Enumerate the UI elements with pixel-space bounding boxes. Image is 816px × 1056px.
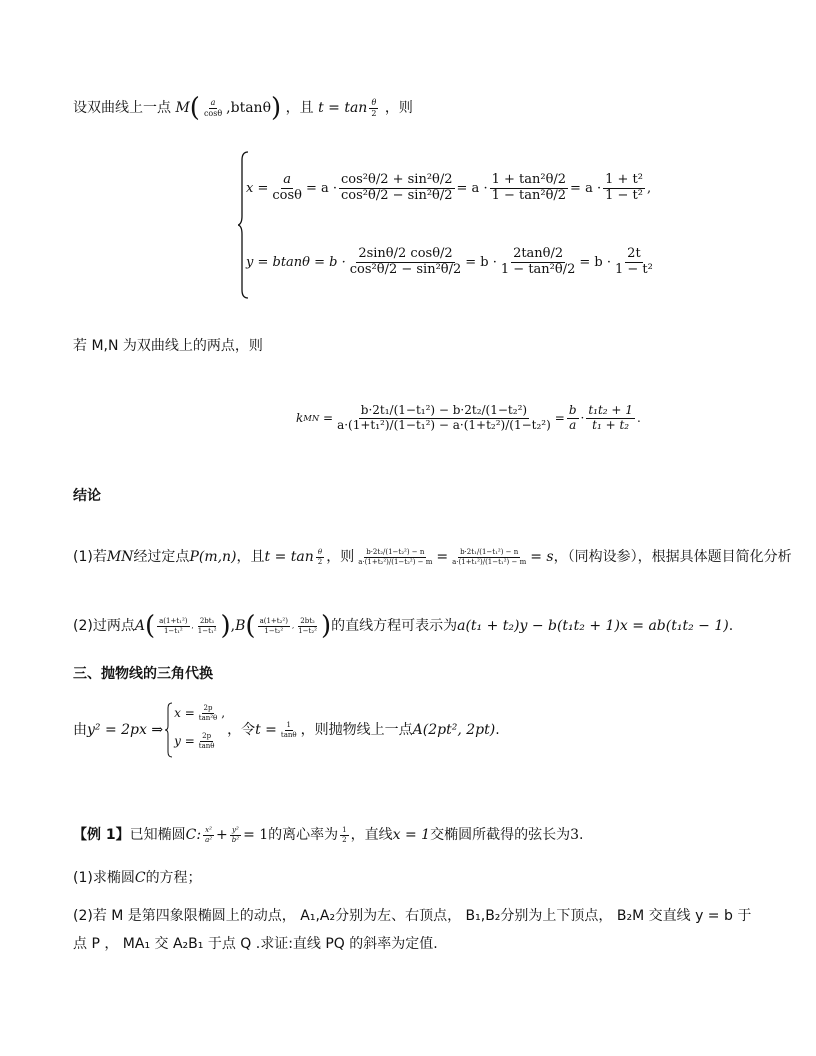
- m-x-fraction: $\frac{a}{\cos\theta}$: [203, 98, 223, 118]
- x-frac-1: $\frac{a}{\cos\theta}$: [272, 171, 302, 203]
- mn-line: 若 M,N 为双曲线上的两点，则: [73, 338, 263, 354]
- parabola-brace: [165, 702, 173, 758]
- param-system: [238, 150, 653, 300]
- slope-t-ratio: $\frac{\text{t₁t₂ + 1}}{\text{t₁ + t₂}}$: [588, 402, 633, 432]
- parabola-system: x = $\frac{2p}{\text{tan²θ}}$ , y = $\frac{2p}{\tan\theta}$: [165, 702, 227, 758]
- fixed-point-frac-1: $\frac{\text{b·2t₂/(1−t₂²) − n}}{\text{a·(1+t₂²)/(1−t₂²) − m}}$: [358, 548, 433, 566]
- m-y-coordinate: ,btanθ: [226, 100, 272, 116]
- question-1: (1)求椭圆C的方程；: [73, 870, 202, 886]
- theta-half: $\frac{\theta}{2}$: [371, 98, 377, 118]
- y-frac-3: $\frac{2t}{\text{1 − t²}}$: [614, 245, 653, 277]
- parabola-line: 由 y² = 2px ⇒ x = $\frac{2p}{\text{tan²θ}}$ , y = $\frac{2p}{\tan\theta}$ ，令 t = $\frac{1}{\tan\theta}$ ，则抛物线上一点 A(2pt², 2pt) .: [73, 702, 500, 758]
- example-label: 【例 1】: [73, 827, 130, 843]
- point-m: M: [175, 100, 190, 116]
- intro-mid: ，且: [285, 100, 314, 116]
- conclusion-2: (2)过两点 A ( $\frac{\text{a(1+t₁²)}}{\text{1−t₁²}}$ , $\frac{\text{2bt₁}}{\text{1−t₁²}}$ ) , B ( $\frac{\text{a(1+t₂²)}}{\text{1−t₂²}}$ , $\frac{\text{2bt₂}}{\text{1−t₂²}}$ ) 的直线方程可表示为 a(t₁ + t₂)y − b(t₁t₂ + 1)x = ab(t₁t₂ − 1) .: [73, 611, 734, 641]
- slope-formula: k MN = $\frac{\text{b·2t₁/(1−t₁²) − b·2t₂/(1−t₂²)}}{\text{a·(1+t₁²)/(1−t₁²) − a·(1+t₂²)/(1−t₂²)}}$ = $\frac{b}{a}$ · $\frac{\text{t₁t₂ + 1}}{\text{t₁ + t₂}}$ .: [296, 402, 641, 432]
- right-paren: ): [271, 93, 282, 123]
- slope-fraction: $\frac{\text{b·2t₁/(1−t₁²) − b·2t₂/(1−t₂²)}}{\text{a·(1+t₁²)/(1−t₁²) − a·(1+t₂²)/(1−t₂²)}}$: [337, 402, 551, 432]
- x-frac-4: $\frac{\text{1 + t²}}{\text{1 − t²}}$: [605, 171, 643, 203]
- conclusion-heading: 结论: [73, 488, 101, 504]
- intro-tail: ，则: [384, 100, 413, 116]
- x-row: x = $\frac{a}{\cos\theta}$ = a · $\frac{\text{cos²θ/2 + sin²θ/2}}{\text{cos²θ/2 − sin²θ/2}}$ = a · $\frac{\text{1 + tan²θ/2}}{\text{1 − tan²θ/2}}$ = a · $\frac{\text{1 + t²}}{\text{1 − t²}}$ ,: [246, 171, 652, 203]
- section3-heading: 三、抛物线的三角代换: [73, 666, 213, 682]
- x-frac-3: $\frac{\text{1 + tan²θ/2}}{\text{1 − tan²θ/2}}$: [491, 171, 567, 203]
- example-1: 【例 1】 已知椭圆 C: $\frac{\text{x²}}{\text{a²}}$ + $\frac{\text{y²}}{\text{b²}}$ = 1 的离心率为 $\frac{1}{2}$ ，直线 x = 1 交椭圆所截得的弦长为 3 .: [73, 826, 584, 844]
- question-2-line-2: 点 P ， MA₁ 交 A₂B₁ 于点 Q .求证:直线 PQ 的斜率为定值.: [73, 936, 438, 952]
- intro-text: 设双曲线上一点: [73, 100, 171, 116]
- conclusion-1: (1)若 MN 经过定点 P(m,n) ，且 t = tan $\frac{\theta}{2}$ ，则 $\frac{\text{b·2t₂/(1−t₂²) − n}}{\text{a·(1+t₂²)/(1−t₂²) − m}}$ = $\frac{\text{b·2t₁/(1−t₁²) − n}}{\text{a·(1+t₁²)/(1−t₁²) − m}}$ = s ，（同构设参），根据具体题目简化分析: [73, 548, 792, 566]
- y-row: y = btanθ = b · $\frac{2\sin\theta/2 \cos\theta/2}{\text{cos²θ/2 − sin²θ/2}}$ = b · $\frac{2\tan\theta/2}{\text{1 − tan²θ/2}}$ = b · $\frac{2t}{\text{1 − t²}}$: [246, 245, 653, 277]
- fixed-point-frac-2: $\frac{\text{b·2t₁/(1−t₁²) − n}}{\text{a·(1+t₁²)/(1−t₁²) − m}}$: [452, 548, 527, 566]
- left-paren: (: [189, 93, 200, 123]
- t-definition: t = tan: [318, 100, 368, 116]
- y-frac-1: $\frac{2\sin\theta/2 \cos\theta/2}{\text{cos²θ/2 − sin²θ/2}}$: [349, 245, 462, 277]
- intro-line: [73, 93, 413, 123]
- question-2-line-1: (2)若 M 是第四象限椭圆上的动点， A₁,A₂分别为左、右顶点， B₁,B₂分别为上下顶点， B₂M 交直线 y = b 于: [73, 908, 752, 924]
- x-frac-2: $\frac{\text{cos²θ/2 + sin²θ/2}}{\text{cos²θ/2 − sin²θ/2}}$: [341, 171, 453, 203]
- slope-ba: $\frac{b}{a}$: [568, 402, 577, 432]
- y-frac-2: $\frac{2\tan\theta/2}{\text{1 − tan²θ/2}}$: [500, 245, 576, 277]
